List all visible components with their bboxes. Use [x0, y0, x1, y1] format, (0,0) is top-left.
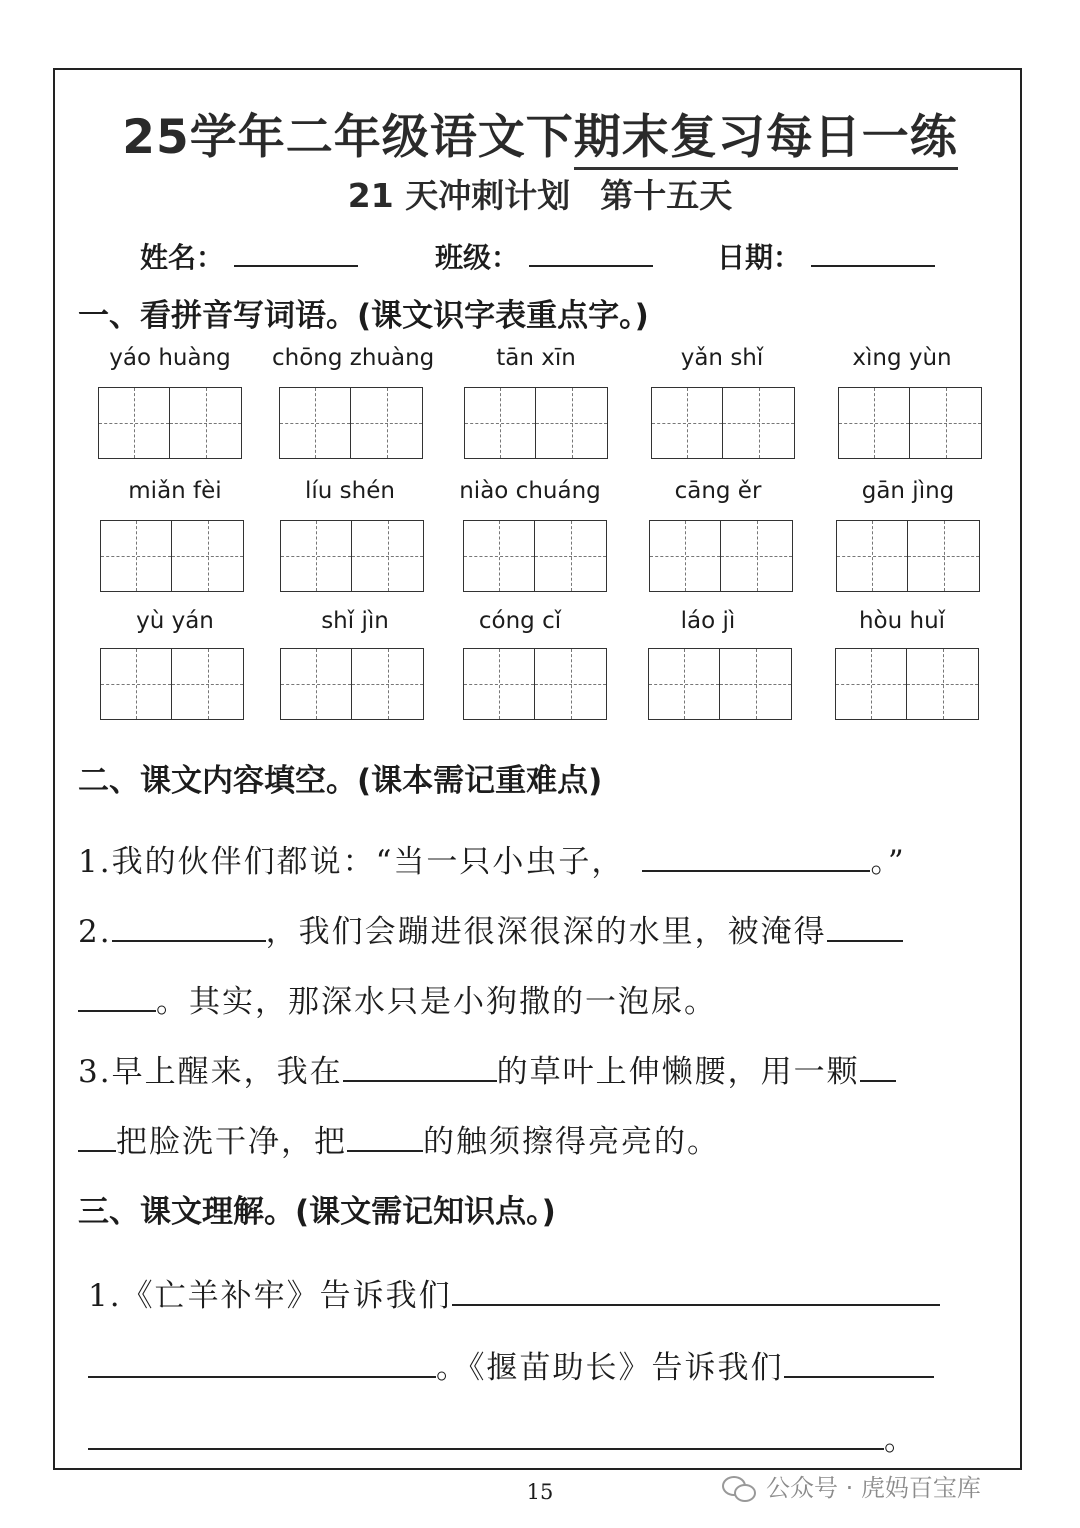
name-label: 姓名：: [140, 241, 225, 274]
pinyin-label: cóng cǐ: [478, 608, 562, 634]
pinyin-label: cāng ěr: [674, 478, 762, 504]
pinyin-label: gān jìng: [861, 478, 955, 504]
fill-question-2: [78, 906, 903, 951]
section3-heading: 三、课文理解。(课文需记知识点。): [78, 1194, 556, 1230]
writing-grid[interactable]: [100, 520, 244, 592]
writing-cell[interactable]: [170, 387, 242, 459]
writing-cell[interactable]: [536, 387, 608, 459]
pinyin-label: xìng yùn: [852, 345, 952, 371]
writing-cell[interactable]: [838, 387, 910, 459]
q2-blank-1[interactable]: [112, 912, 266, 942]
writing-grid[interactable]: [649, 520, 793, 592]
q2-blank-2[interactable]: [827, 912, 903, 942]
understanding-question-1-end: [88, 1414, 917, 1459]
watermark-text: 公众号 · 虎妈百宝库: [766, 1474, 981, 1502]
worksheet-title: [0, 100, 1080, 167]
writing-grid[interactable]: [464, 387, 608, 459]
pinyin-label: niào chuáng: [459, 478, 601, 504]
section2-heading: 二、课文内容填空。(课本需记重难点): [78, 763, 603, 799]
fill-question-3: [78, 1046, 896, 1091]
q3-text-a: 3.早上醒来，我在: [78, 1054, 343, 1090]
writing-cell[interactable]: [535, 520, 607, 592]
writing-grid[interactable]: [98, 387, 242, 459]
date-blank[interactable]: [811, 241, 935, 267]
q3-text-b: 的草叶上伸懒腰，用一颗: [496, 1054, 860, 1090]
date-field[interactable]: [717, 236, 935, 276]
writing-grid[interactable]: [835, 648, 979, 720]
writing-cell[interactable]: [352, 520, 424, 592]
q2-text-c: 。其实，那深水只是小狗撒的一泡尿。: [156, 984, 717, 1020]
writing-cell[interactable]: [535, 648, 607, 720]
fill-question-1: [78, 836, 906, 881]
writing-cell[interactable]: [98, 387, 170, 459]
s3-q1-blank-1-cont[interactable]: [88, 1348, 436, 1378]
section1-heading: 一、看拼音写词语。(课文识字表重点字。): [78, 298, 649, 334]
pinyin-label: láo jì: [680, 608, 736, 634]
writing-grid[interactable]: [280, 520, 424, 592]
writing-cell[interactable]: [649, 520, 721, 592]
writing-grid[interactable]: [836, 520, 980, 592]
q1-blank[interactable]: [642, 842, 870, 872]
pinyin-label: tān xīn: [496, 345, 576, 371]
writing-cell[interactable]: [351, 387, 423, 459]
writing-cell[interactable]: [280, 648, 352, 720]
fill-question-3-cont: [78, 1116, 720, 1161]
date-label: 日期：: [717, 241, 802, 274]
writing-cell[interactable]: [100, 648, 172, 720]
writing-grid[interactable]: [838, 387, 982, 459]
writing-cell[interactable]: [463, 520, 535, 592]
writing-cell[interactable]: [723, 387, 795, 459]
writing-grid[interactable]: [651, 387, 795, 459]
title-prefix: 25学年二年级语文下: [122, 110, 574, 165]
name-blank[interactable]: [234, 241, 358, 267]
class-blank[interactable]: [529, 241, 653, 267]
understanding-question-1: [88, 1270, 940, 1315]
writing-cell[interactable]: [648, 648, 720, 720]
writing-grid[interactable]: [463, 520, 607, 592]
class-label: 班级：: [435, 241, 520, 274]
writing-cell[interactable]: [172, 648, 244, 720]
writing-cell[interactable]: [463, 648, 535, 720]
writing-cell[interactable]: [836, 520, 908, 592]
q2-text-b: ，我们会蹦进很深很深的水里，被淹得: [265, 914, 827, 950]
s3-q1-blank-2-cont[interactable]: [88, 1420, 884, 1450]
q3-blank-2-cont[interactable]: [78, 1122, 116, 1152]
pinyin-label: yǎn shǐ: [680, 345, 764, 371]
writing-cell[interactable]: [464, 387, 536, 459]
writing-cell[interactable]: [651, 387, 723, 459]
q3-blank-2[interactable]: [860, 1052, 896, 1082]
pinyin-label: shǐ jìn: [321, 608, 389, 634]
pinyin-label: chōng zhuàng: [272, 345, 435, 371]
writing-cell[interactable]: [835, 648, 907, 720]
pinyin-label: yáo huàng: [109, 345, 231, 371]
fill-question-2-cont: [78, 976, 717, 1021]
q3-text-d: 的触须擦得亮亮的。: [423, 1124, 720, 1160]
writing-cell[interactable]: [910, 387, 982, 459]
s3-q1-text-a: 1.《亡羊补牢》告诉我们: [88, 1278, 452, 1314]
subtitle-day: 第十五天: [600, 176, 733, 215]
writing-cell[interactable]: [279, 387, 351, 459]
subtitle-plan: 21 天冲刺计划: [347, 176, 571, 215]
s3-q1-blank-1[interactable]: [452, 1276, 940, 1306]
writing-cell[interactable]: [100, 520, 172, 592]
writing-grid[interactable]: [100, 648, 244, 720]
writing-cell[interactable]: [280, 520, 352, 592]
writing-cell[interactable]: [172, 520, 244, 592]
q1-text-a: 1.我的伙伴们都说：“当一只小虫子，: [78, 844, 625, 880]
pinyin-label: yù yán: [136, 608, 214, 634]
writing-cell[interactable]: [720, 648, 792, 720]
watermark: [722, 1468, 981, 1503]
s3-q1-text-c: 。: [884, 1422, 917, 1458]
worksheet-subtitle: [0, 170, 1080, 217]
writing-cell[interactable]: [721, 520, 793, 592]
s3-q1-text-b: 。《揠苗助长》告诉我们: [436, 1350, 784, 1386]
writing-cell[interactable]: [907, 648, 979, 720]
q3-text-c: 把脸洗干净，把: [116, 1124, 347, 1160]
pinyin-label: líu shén: [305, 478, 395, 504]
writing-grid[interactable]: [279, 387, 423, 459]
page-number: 15: [526, 1480, 554, 1504]
title-underlined: 期末复习每日一练: [574, 110, 958, 170]
writing-cell[interactable]: [352, 648, 424, 720]
understanding-question-1-cont: [88, 1342, 934, 1387]
writing-cell[interactable]: [908, 520, 980, 592]
q3-blank-1[interactable]: [343, 1052, 497, 1082]
wechat-icon: [722, 1476, 758, 1502]
writing-grid[interactable]: [648, 648, 792, 720]
pinyin-label: miǎn fèi: [128, 478, 222, 504]
q3-blank-3[interactable]: [347, 1122, 423, 1152]
pinyin-label: hòu huǐ: [858, 608, 946, 634]
writing-grid[interactable]: [463, 648, 607, 720]
q2-blank-2-cont[interactable]: [78, 982, 156, 1012]
name-field[interactable]: [140, 236, 358, 276]
q2-text-a: 2.: [78, 914, 112, 950]
writing-grid[interactable]: [280, 648, 424, 720]
s3-q1-blank-2[interactable]: [784, 1348, 934, 1378]
q1-text-b: 。”: [870, 844, 906, 880]
class-field[interactable]: [435, 236, 653, 276]
